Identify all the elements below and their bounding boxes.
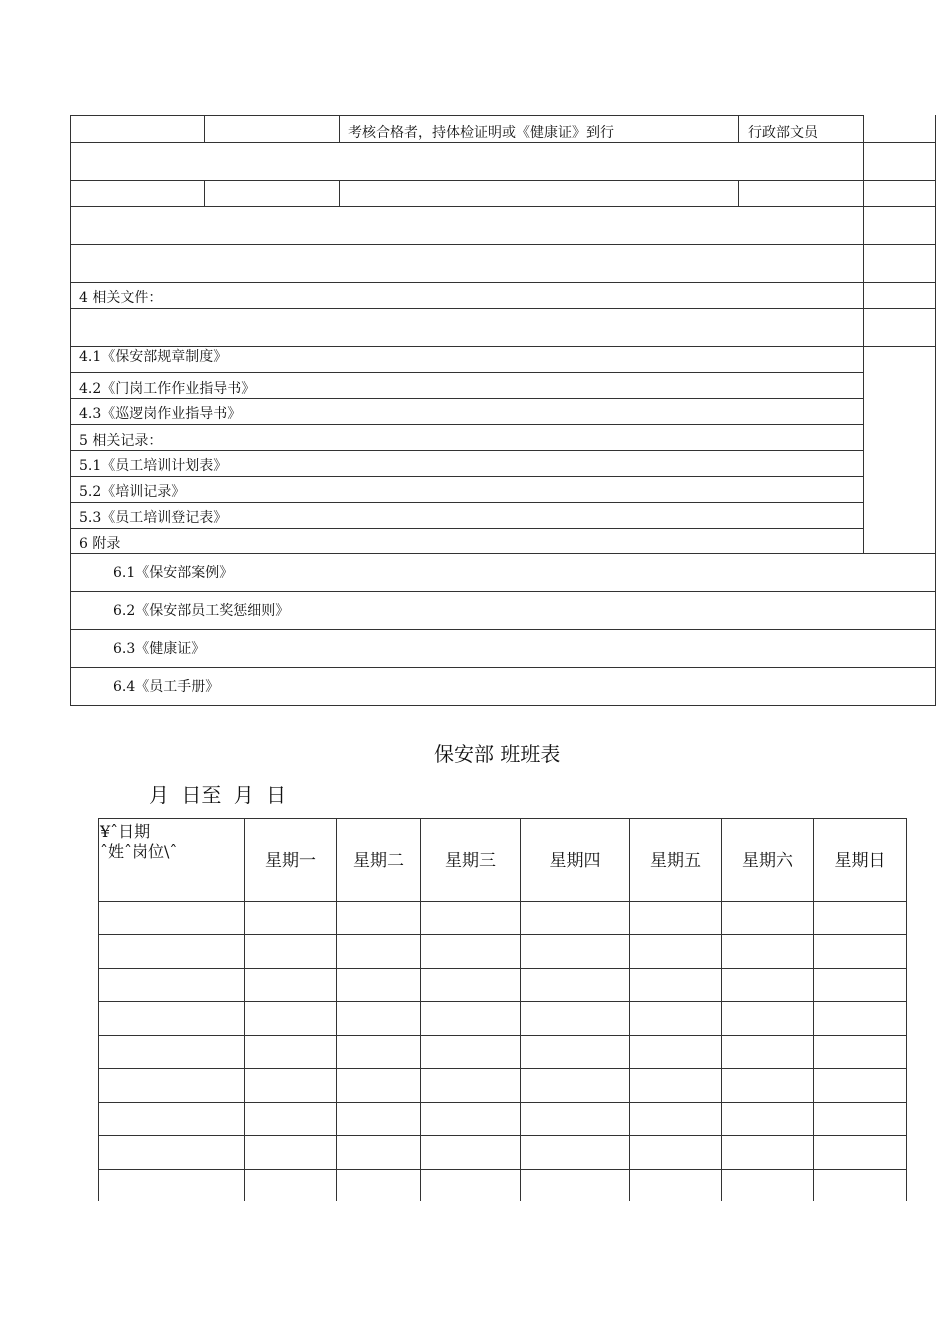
list-item: 6.2《保安部员工奖惩细则》: [113, 603, 290, 619]
list-item: 4.1《保安部规章制度》: [79, 349, 228, 365]
list-item: 5.3《员工培训登记表》: [79, 510, 228, 526]
appendix-heading: 6 附录: [79, 536, 121, 552]
day-header-friday: 星期五: [650, 851, 701, 871]
schedule-title: 保安部 班班表: [434, 742, 561, 766]
list-item: 6.4《员工手册》: [113, 679, 220, 695]
related-records-heading: 5 相关记录：: [79, 433, 163, 449]
list-item: 6.1《保安部案例》: [113, 565, 234, 581]
list-item: 5.1《员工培训计划表》: [79, 458, 228, 474]
requirement-cell: 考核合格者，持体检证明或《健康证》到行: [348, 125, 614, 141]
list-item: 4.2《门岗工作作业指导书》: [79, 381, 256, 397]
corner-header-name-post: ˆ姓ˆ岗位\ˆ: [100, 842, 178, 861]
day-header-tuesday: 星期二: [353, 851, 404, 871]
date-range: 月 日至 月 日: [149, 783, 287, 807]
related-docs-heading: 4 相关文件：: [79, 290, 163, 306]
list-item: 4.3《巡逻岗作业指导书》: [79, 406, 242, 422]
day-header-saturday: 星期六: [742, 851, 793, 871]
day-header-sunday: 星期日: [834, 851, 886, 871]
list-item: 5.2《培训记录》: [79, 484, 186, 500]
day-header-monday: 星期一: [265, 851, 316, 871]
corner-header-date: ¥ˆ日期: [100, 822, 151, 841]
day-header-wednesday: 星期三: [445, 851, 496, 871]
list-item: 6.3《健康证》: [113, 641, 206, 657]
day-header-thursday: 星期四: [549, 851, 601, 871]
responsible-cell: 行政部文员: [748, 125, 818, 141]
